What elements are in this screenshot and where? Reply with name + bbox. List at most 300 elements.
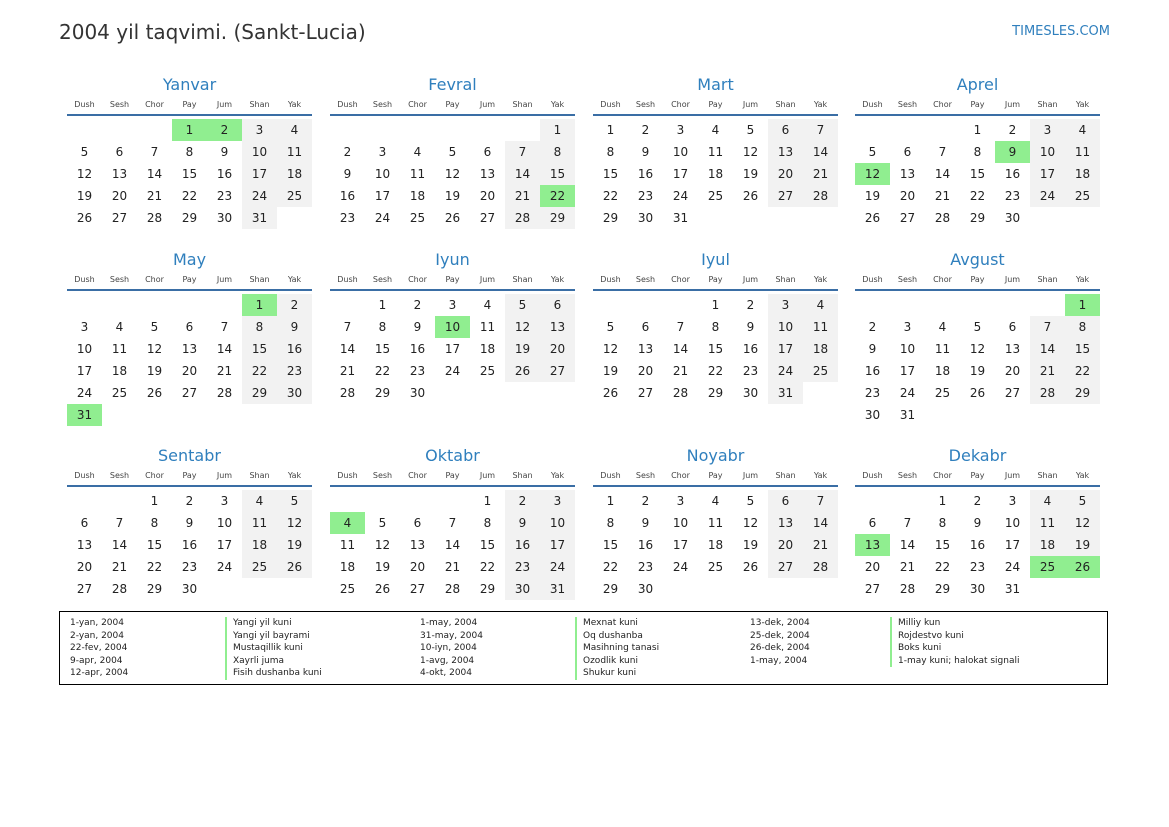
day-cell[interactable]: 4 (483, 298, 492, 312)
day-cell[interactable]: 10 (672, 145, 689, 159)
day-cell[interactable]: 14 (339, 342, 356, 356)
day-cell[interactable]: 17 (216, 538, 233, 552)
day-cell[interactable]: 21 (444, 560, 461, 574)
day-cell[interactable]: 12 (277, 512, 312, 534)
day-cell[interactable]: 15 (602, 167, 619, 181)
day-cell[interactable]: 29 (374, 386, 391, 400)
day-cell[interactable]: 25 (339, 582, 356, 596)
day-cell[interactable]: 21 (934, 189, 951, 203)
day-cell[interactable]: 4 (711, 123, 720, 137)
day-cell[interactable]: 7 (1030, 316, 1065, 338)
day-cell[interactable]: 28 (934, 211, 951, 225)
day-cell[interactable]: 8 (606, 516, 615, 530)
day-cell[interactable]: 11 (1065, 141, 1100, 163)
day-cell[interactable]: 28 (111, 582, 128, 596)
day-cell[interactable]: 29 (707, 386, 724, 400)
day-cell[interactable]: 17 (899, 364, 916, 378)
day-cell[interactable]: 22 (374, 364, 391, 378)
day-cell[interactable]: 12 (855, 163, 890, 185)
day-cell[interactable]: 1 (606, 123, 615, 137)
day-cell[interactable]: 20 (1004, 364, 1021, 378)
day-cell[interactable]: 4 (277, 119, 312, 141)
day-cell[interactable]: 29 (934, 582, 951, 596)
day-cell[interactable]: 18 (409, 189, 426, 203)
day-cell[interactable]: 23 (181, 560, 198, 574)
day-cell[interactable]: 13 (409, 538, 426, 552)
day-cell[interactable]: 14 (146, 167, 163, 181)
day-cell[interactable]: 13 (540, 316, 575, 338)
day-cell[interactable]: 1 (973, 123, 982, 137)
day-cell[interactable]: 5 (1065, 490, 1100, 512)
day-cell[interactable]: 15 (181, 167, 198, 181)
day-cell[interactable]: 6 (80, 516, 89, 530)
day-cell[interactable]: 22 (707, 364, 724, 378)
day-cell[interactable]: 1 (172, 119, 207, 141)
day-cell[interactable]: 21 (899, 560, 916, 574)
day-cell[interactable]: 28 (672, 386, 689, 400)
day-cell[interactable]: 23 (637, 560, 654, 574)
day-cell[interactable]: 8 (606, 145, 615, 159)
day-cell[interactable]: 10 (216, 516, 233, 530)
day-cell[interactable]: 13 (76, 538, 93, 552)
day-cell[interactable]: 27 (540, 360, 575, 382)
day-cell[interactable]: 9 (220, 145, 229, 159)
day-cell[interactable]: 19 (505, 338, 540, 360)
day-cell[interactable]: 31 (768, 382, 803, 404)
day-cell[interactable]: 7 (343, 320, 352, 334)
day-cell[interactable]: 10 (242, 141, 277, 163)
day-cell[interactable]: 31 (672, 211, 689, 225)
day-cell[interactable]: 26 (969, 386, 986, 400)
day-cell[interactable]: 1 (938, 494, 947, 508)
day-cell[interactable]: 6 (483, 145, 492, 159)
day-cell[interactable]: 17 (540, 534, 575, 556)
day-cell[interactable]: 4 (242, 490, 277, 512)
day-cell[interactable]: 11 (409, 167, 426, 181)
day-cell[interactable]: 3 (768, 294, 803, 316)
day-cell[interactable]: 8 (378, 320, 387, 334)
day-cell[interactable]: 30 (637, 582, 654, 596)
day-cell[interactable]: 3 (1008, 494, 1017, 508)
day-cell[interactable]: 23 (216, 189, 233, 203)
day-cell[interactable]: 17 (1030, 163, 1065, 185)
day-cell[interactable]: 26 (277, 556, 312, 578)
day-cell[interactable]: 27 (899, 211, 916, 225)
day-cell[interactable]: 18 (707, 167, 724, 181)
day-cell[interactable]: 7 (803, 119, 838, 141)
day-cell[interactable]: 1 (242, 294, 277, 316)
day-cell[interactable]: 7 (150, 145, 159, 159)
day-cell[interactable]: 27 (181, 386, 198, 400)
day-cell[interactable]: 17 (76, 364, 93, 378)
day-cell[interactable]: 28 (899, 582, 916, 596)
day-cell[interactable]: 29 (602, 211, 619, 225)
day-cell[interactable]: 24 (899, 386, 916, 400)
day-cell[interactable]: 27 (479, 211, 496, 225)
day-cell[interactable]: 16 (1004, 167, 1021, 181)
day-cell[interactable]: 30 (181, 582, 198, 596)
day-cell[interactable]: 27 (111, 211, 128, 225)
day-cell[interactable]: 23 (505, 556, 540, 578)
day-cell[interactable]: 3 (903, 320, 912, 334)
day-cell[interactable]: 28 (803, 556, 838, 578)
day-cell[interactable]: 29 (242, 382, 277, 404)
day-cell[interactable]: 30 (505, 578, 540, 600)
day-cell[interactable]: 20 (768, 163, 803, 185)
day-cell[interactable]: 2 (641, 123, 650, 137)
day-cell[interactable]: 5 (868, 145, 877, 159)
day-cell[interactable]: 20 (864, 560, 881, 574)
day-cell[interactable]: 30 (969, 582, 986, 596)
day-cell[interactable]: 11 (111, 342, 128, 356)
day-cell[interactable]: 18 (111, 364, 128, 378)
day-cell[interactable]: 13 (181, 342, 198, 356)
day-cell[interactable]: 25 (111, 386, 128, 400)
day-cell[interactable]: 15 (969, 167, 986, 181)
day-cell[interactable]: 2 (505, 490, 540, 512)
day-cell[interactable]: 14 (111, 538, 128, 552)
day-cell[interactable]: 18 (339, 560, 356, 574)
day-cell[interactable]: 12 (444, 167, 461, 181)
day-cell[interactable]: 15 (1065, 338, 1100, 360)
day-cell[interactable]: 12 (742, 516, 759, 530)
day-cell[interactable]: 2 (277, 294, 312, 316)
day-cell[interactable]: 9 (641, 516, 650, 530)
day-cell[interactable]: 2 (343, 145, 352, 159)
day-cell[interactable]: 21 (146, 189, 163, 203)
day-cell[interactable]: 31 (899, 408, 916, 422)
day-cell[interactable]: 11 (803, 316, 838, 338)
day-cell[interactable]: 30 (216, 211, 233, 225)
day-cell[interactable]: 13 (768, 512, 803, 534)
day-cell[interactable]: 20 (76, 560, 93, 574)
day-cell[interactable]: 21 (1030, 360, 1065, 382)
day-cell[interactable]: 13 (637, 342, 654, 356)
day-cell[interactable]: 4 (413, 145, 422, 159)
day-cell[interactable]: 27 (864, 582, 881, 596)
day-cell[interactable]: 12 (76, 167, 93, 181)
day-cell[interactable]: 2 (868, 320, 877, 334)
day-cell[interactable]: 26 (742, 560, 759, 574)
day-cell[interactable]: 13 (768, 141, 803, 163)
day-cell[interactable]: 22 (181, 189, 198, 203)
day-cell[interactable]: 9 (995, 141, 1030, 163)
day-cell[interactable]: 19 (602, 364, 619, 378)
day-cell[interactable]: 7 (676, 320, 685, 334)
day-cell[interactable]: 24 (242, 185, 277, 207)
day-cell[interactable]: 13 (855, 534, 890, 556)
site-link[interactable]: TIMESLES.COM (1012, 24, 1110, 39)
day-cell[interactable]: 14 (899, 538, 916, 552)
day-cell[interactable]: 25 (479, 364, 496, 378)
day-cell[interactable]: 20 (637, 364, 654, 378)
day-cell[interactable]: 3 (220, 494, 229, 508)
day-cell[interactable]: 28 (1030, 382, 1065, 404)
day-cell[interactable]: 8 (711, 320, 720, 334)
day-cell[interactable]: 24 (672, 560, 689, 574)
day-cell[interactable]: 19 (76, 189, 93, 203)
day-cell[interactable]: 26 (742, 189, 759, 203)
day-cell[interactable]: 16 (277, 338, 312, 360)
day-cell[interactable]: 3 (448, 298, 457, 312)
day-cell[interactable]: 6 (641, 320, 650, 334)
day-cell[interactable]: 8 (185, 145, 194, 159)
day-cell[interactable]: 18 (934, 364, 951, 378)
day-cell[interactable]: 30 (637, 211, 654, 225)
day-cell[interactable]: 26 (1065, 556, 1100, 578)
day-cell[interactable]: 28 (444, 582, 461, 596)
day-cell[interactable]: 9 (413, 320, 422, 334)
day-cell[interactable]: 3 (676, 123, 685, 137)
day-cell[interactable]: 30 (409, 386, 426, 400)
day-cell[interactable]: 15 (146, 538, 163, 552)
day-cell[interactable]: 21 (803, 163, 838, 185)
day-cell[interactable]: 11 (707, 145, 724, 159)
day-cell[interactable]: 5 (606, 320, 615, 334)
day-cell[interactable]: 16 (339, 189, 356, 203)
day-cell[interactable]: 12 (146, 342, 163, 356)
day-cell[interactable]: 9 (868, 342, 877, 356)
day-cell[interactable]: 7 (505, 141, 540, 163)
day-cell[interactable]: 9 (277, 316, 312, 338)
day-cell[interactable]: 24 (216, 560, 233, 574)
day-cell[interactable]: 3 (80, 320, 89, 334)
day-cell[interactable]: 10 (768, 316, 803, 338)
day-cell[interactable]: 6 (413, 516, 422, 530)
day-cell[interactable]: 1 (540, 119, 575, 141)
day-cell[interactable]: 18 (277, 163, 312, 185)
day-cell[interactable]: 1 (606, 494, 615, 508)
day-cell[interactable]: 28 (146, 211, 163, 225)
day-cell[interactable]: 21 (339, 364, 356, 378)
day-cell[interactable]: 24 (672, 189, 689, 203)
day-cell[interactable]: 20 (768, 534, 803, 556)
day-cell[interactable]: 23 (409, 364, 426, 378)
day-cell[interactable]: 6 (868, 516, 877, 530)
day-cell[interactable]: 11 (934, 342, 951, 356)
day-cell[interactable]: 29 (969, 211, 986, 225)
day-cell[interactable]: 3 (540, 490, 575, 512)
day-cell[interactable]: 28 (339, 386, 356, 400)
day-cell[interactable]: 6 (185, 320, 194, 334)
day-cell[interactable]: 15 (602, 538, 619, 552)
day-cell[interactable]: 12 (505, 316, 540, 338)
day-cell[interactable]: 1 (378, 298, 387, 312)
day-cell[interactable]: 3 (676, 494, 685, 508)
day-cell[interactable]: 20 (111, 189, 128, 203)
day-cell[interactable]: 27 (768, 185, 803, 207)
day-cell[interactable]: 14 (444, 538, 461, 552)
day-cell[interactable]: 15 (540, 163, 575, 185)
day-cell[interactable]: 21 (111, 560, 128, 574)
day-cell[interactable]: 3 (1030, 119, 1065, 141)
day-cell[interactable]: 14 (505, 163, 540, 185)
day-cell[interactable]: 28 (803, 185, 838, 207)
day-cell[interactable]: 28 (216, 386, 233, 400)
day-cell[interactable]: 6 (768, 490, 803, 512)
day-cell[interactable]: 13 (479, 167, 496, 181)
day-cell[interactable]: 5 (973, 320, 982, 334)
day-cell[interactable]: 17 (374, 189, 391, 203)
day-cell[interactable]: 30 (742, 386, 759, 400)
day-cell[interactable]: 4 (115, 320, 124, 334)
day-cell[interactable]: 15 (707, 342, 724, 356)
day-cell[interactable]: 7 (938, 145, 947, 159)
day-cell[interactable]: 25 (934, 386, 951, 400)
day-cell[interactable]: 6 (540, 294, 575, 316)
day-cell[interactable]: 7 (115, 516, 124, 530)
day-cell[interactable]: 5 (505, 294, 540, 316)
day-cell[interactable]: 16 (409, 342, 426, 356)
day-cell[interactable]: 13 (1004, 342, 1021, 356)
day-cell[interactable]: 1 (1065, 294, 1100, 316)
day-cell[interactable]: 4 (330, 512, 365, 534)
day-cell[interactable]: 4 (711, 494, 720, 508)
day-cell[interactable]: 3 (242, 119, 277, 141)
day-cell[interactable]: 26 (76, 211, 93, 225)
day-cell[interactable]: 18 (242, 534, 277, 556)
day-cell[interactable]: 9 (746, 320, 755, 334)
day-cell[interactable]: 19 (742, 167, 759, 181)
day-cell[interactable]: 19 (742, 538, 759, 552)
day-cell[interactable]: 3 (378, 145, 387, 159)
day-cell[interactable]: 4 (938, 320, 947, 334)
day-cell[interactable]: 17 (1004, 538, 1021, 552)
day-cell[interactable]: 20 (181, 364, 198, 378)
day-cell[interactable]: 16 (181, 538, 198, 552)
day-cell[interactable]: 15 (934, 538, 951, 552)
day-cell[interactable]: 26 (602, 386, 619, 400)
day-cell[interactable]: 31 (67, 404, 102, 426)
day-cell[interactable]: 4 (803, 294, 838, 316)
day-cell[interactable]: 17 (672, 167, 689, 181)
day-cell[interactable]: 6 (115, 145, 124, 159)
day-cell[interactable]: 10 (76, 342, 93, 356)
day-cell[interactable]: 24 (1030, 185, 1065, 207)
day-cell[interactable]: 23 (864, 386, 881, 400)
day-cell[interactable]: 31 (540, 578, 575, 600)
day-cell[interactable]: 19 (277, 534, 312, 556)
day-cell[interactable]: 18 (707, 538, 724, 552)
day-cell[interactable]: 23 (277, 360, 312, 382)
day-cell[interactable]: 26 (864, 211, 881, 225)
day-cell[interactable]: 29 (181, 211, 198, 225)
day-cell[interactable]: 20 (479, 189, 496, 203)
day-cell[interactable]: 14 (672, 342, 689, 356)
day-cell[interactable]: 22 (934, 560, 951, 574)
day-cell[interactable]: 10 (899, 342, 916, 356)
day-cell[interactable]: 25 (1065, 185, 1100, 207)
day-cell[interactable]: 24 (540, 556, 575, 578)
day-cell[interactable]: 24 (76, 386, 93, 400)
day-cell[interactable]: 25 (242, 556, 277, 578)
day-cell[interactable]: 16 (864, 364, 881, 378)
day-cell[interactable]: 25 (707, 189, 724, 203)
day-cell[interactable]: 29 (1065, 382, 1100, 404)
day-cell[interactable]: 10 (435, 316, 470, 338)
day-cell[interactable]: 11 (242, 512, 277, 534)
day-cell[interactable]: 9 (185, 516, 194, 530)
day-cell[interactable]: 2 (207, 119, 242, 141)
day-cell[interactable]: 19 (374, 560, 391, 574)
day-cell[interactable]: 14 (934, 167, 951, 181)
day-cell[interactable]: 22 (540, 185, 575, 207)
day-cell[interactable]: 23 (1004, 189, 1021, 203)
day-cell[interactable]: 22 (602, 189, 619, 203)
day-cell[interactable]: 16 (969, 538, 986, 552)
day-cell[interactable]: 17 (444, 342, 461, 356)
day-cell[interactable]: 6 (903, 145, 912, 159)
day-cell[interactable]: 4 (1030, 490, 1065, 512)
day-cell[interactable]: 16 (742, 342, 759, 356)
day-cell[interactable]: 31 (1004, 582, 1021, 596)
day-cell[interactable]: 18 (479, 342, 496, 356)
day-cell[interactable]: 22 (242, 360, 277, 382)
day-cell[interactable]: 1 (483, 494, 492, 508)
day-cell[interactable]: 12 (969, 342, 986, 356)
day-cell[interactable]: 29 (540, 207, 575, 229)
day-cell[interactable]: 11 (479, 320, 496, 334)
day-cell[interactable]: 7 (448, 516, 457, 530)
day-cell[interactable]: 2 (185, 494, 194, 508)
day-cell[interactable]: 25 (409, 211, 426, 225)
day-cell[interactable]: 19 (444, 189, 461, 203)
day-cell[interactable]: 12 (742, 145, 759, 159)
day-cell[interactable]: 13 (111, 167, 128, 181)
day-cell[interactable]: 19 (1065, 534, 1100, 556)
day-cell[interactable]: 23 (969, 560, 986, 574)
day-cell[interactable]: 1 (711, 298, 720, 312)
day-cell[interactable]: 31 (242, 207, 277, 229)
day-cell[interactable]: 27 (409, 582, 426, 596)
day-cell[interactable]: 19 (146, 364, 163, 378)
day-cell[interactable]: 12 (602, 342, 619, 356)
day-cell[interactable]: 23 (637, 189, 654, 203)
day-cell[interactable]: 21 (672, 364, 689, 378)
day-cell[interactable]: 28 (505, 207, 540, 229)
day-cell[interactable]: 16 (216, 167, 233, 181)
day-cell[interactable]: 13 (899, 167, 916, 181)
day-cell[interactable]: 9 (641, 145, 650, 159)
day-cell[interactable]: 8 (242, 316, 277, 338)
day-cell[interactable]: 4 (1065, 119, 1100, 141)
day-cell[interactable]: 5 (448, 145, 457, 159)
day-cell[interactable]: 27 (76, 582, 93, 596)
day-cell[interactable]: 24 (444, 364, 461, 378)
day-cell[interactable]: 26 (505, 360, 540, 382)
day-cell[interactable]: 10 (672, 516, 689, 530)
day-cell[interactable]: 11 (339, 538, 356, 552)
day-cell[interactable]: 12 (1065, 512, 1100, 534)
day-cell[interactable]: 9 (505, 512, 540, 534)
day-cell[interactable]: 5 (746, 494, 755, 508)
day-cell[interactable]: 18 (1065, 163, 1100, 185)
day-cell[interactable]: 19 (864, 189, 881, 203)
day-cell[interactable]: 2 (1008, 123, 1017, 137)
day-cell[interactable]: 14 (803, 141, 838, 163)
day-cell[interactable]: 6 (1008, 320, 1017, 334)
day-cell[interactable]: 8 (1065, 316, 1100, 338)
day-cell[interactable]: 29 (146, 582, 163, 596)
day-cell[interactable]: 17 (672, 538, 689, 552)
day-cell[interactable]: 15 (374, 342, 391, 356)
day-cell[interactable]: 25 (707, 560, 724, 574)
day-cell[interactable]: 9 (343, 167, 352, 181)
day-cell[interactable]: 22 (969, 189, 986, 203)
day-cell[interactable]: 30 (864, 408, 881, 422)
day-cell[interactable]: 14 (216, 342, 233, 356)
day-cell[interactable]: 8 (150, 516, 159, 530)
